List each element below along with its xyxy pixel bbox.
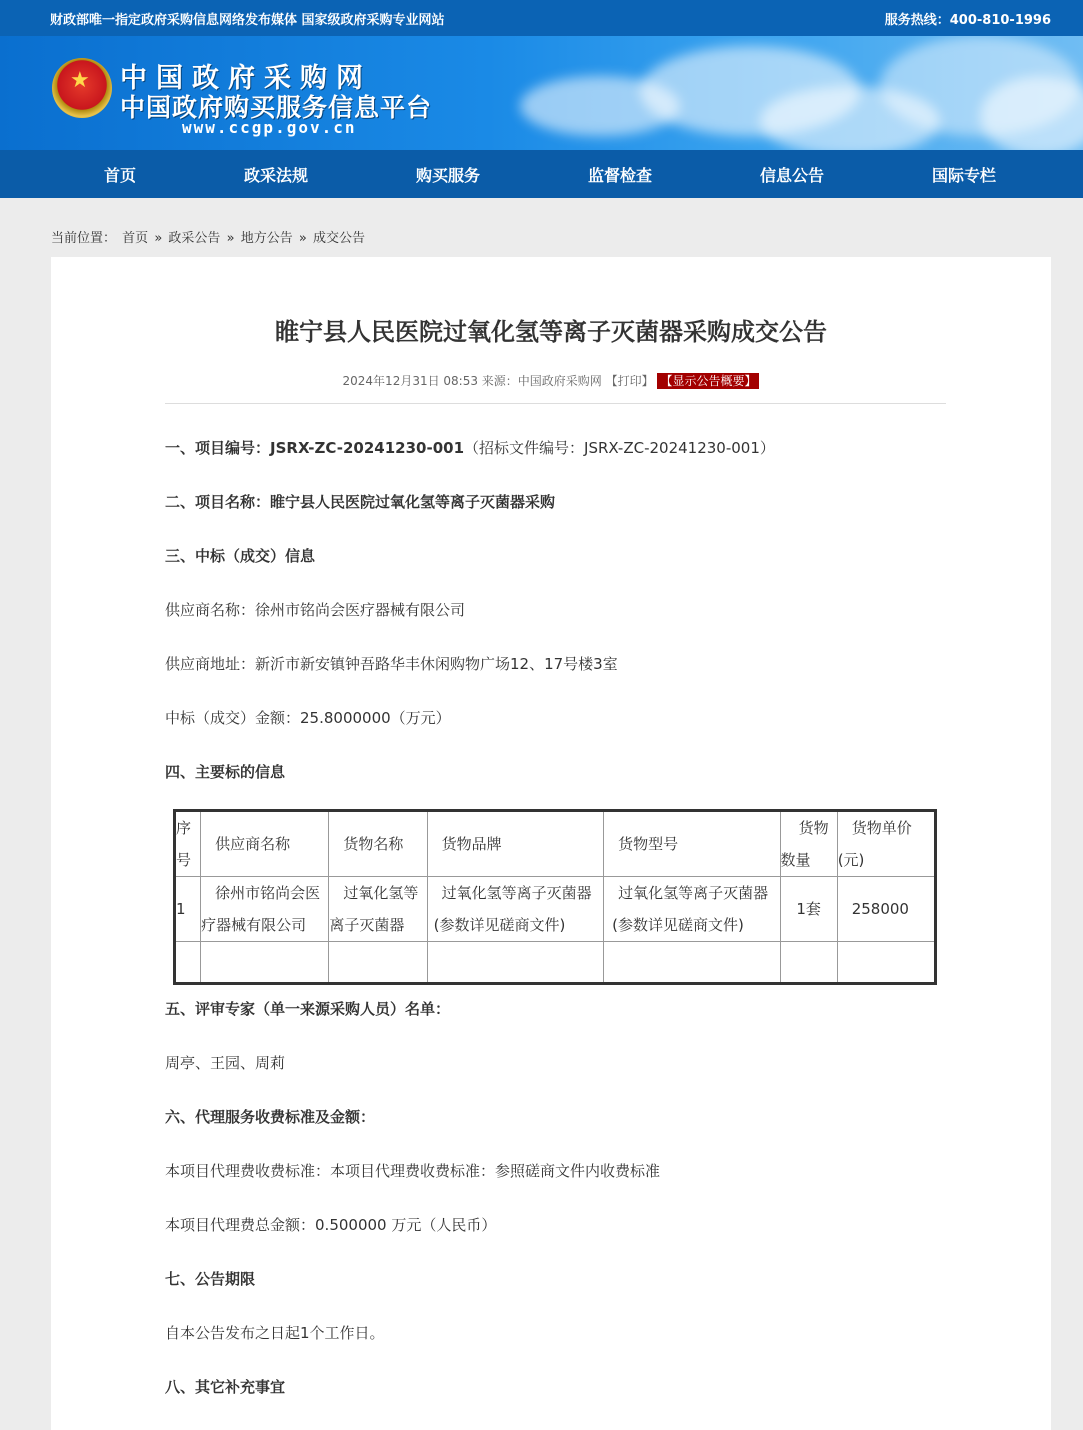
th-text: 号 [176,851,192,869]
section-main-items: 四、主要标的信息 [165,763,286,781]
td-text: 疗器械有限公司 [201,916,307,934]
experts-list: 周亭、王园、周莉 [165,1054,286,1072]
td-text: 徐州市铭尚会医 [215,884,321,902]
nav-international[interactable]: 国际专栏 [932,166,997,185]
th-model: 货物型号 [604,811,780,877]
period-text: 自本公告发布之日起1个工作日。 [165,1324,385,1342]
section-agency-fee: 六、代理服务收费标准及金额： [165,1108,376,1126]
th-supplier: 供应商名称 [201,811,329,877]
award-amount: 中标（成交）金额：25.8000000（万元） [165,709,451,727]
section-project-name: 二、项目名称：睢宁县人民医院过氧化氢等离子灭菌器采购 [165,493,556,511]
nav-announcements[interactable]: 信息公告 [760,166,825,185]
project-code-label: 一、项目编号： [165,439,271,457]
nav-supervision[interactable]: 监督检查 [588,166,653,185]
td-supplier [201,877,329,942]
td-text: (参数详见磋商文件) [612,916,744,934]
breadcrumb-procurement[interactable]: 政采公告 [168,231,221,246]
td-qty: 1套 [780,877,837,942]
breadcrumb-sep: » [298,231,307,246]
national-emblem-icon: ★ [52,58,112,118]
breadcrumb-local[interactable]: 地方公告 [240,231,293,246]
summary-toggle-button[interactable]: 【显示公告概要】 [657,373,759,389]
logo-url[interactable]: www.ccgp.gov.cn [182,118,357,137]
td-empty [201,942,329,984]
td-empty [427,942,603,984]
breadcrumb-deal[interactable]: 成交公告 [312,231,365,246]
td-text: 离子灭菌器 [329,916,405,934]
hotline-number: 400-810-1996 [949,12,1051,28]
td-text: (参数详见磋商文件) [433,916,566,934]
table-row [175,877,936,942]
td-brand [427,877,603,942]
th-text: 数量 [780,851,811,869]
section-period: 七、公告期限 [165,1270,256,1288]
th-qty [780,811,837,877]
breadcrumb-home[interactable]: 首页 [122,231,149,246]
td-text: 过氧化氢等离子灭菌器 [441,884,592,902]
logo-title[interactable]: 中国政府采购网 [120,63,372,94]
article-title: 睢宁县人民医院过氧化氢等离子灭菌器采购成交公告 [275,318,827,346]
td-empty [604,942,780,984]
nav-purchase-services[interactable]: 购买服务 [416,166,481,185]
fee-total: 本项目代理费总金额：0.500000 万元（人民币） [165,1216,497,1234]
td-goods [329,877,427,942]
th-text: 序 [176,819,192,837]
logo-subtitle[interactable]: 中国政府购买服务信息平台 [120,93,433,122]
table-row-empty [175,942,936,984]
tender-doc-code: （招标文件编号：JSRX-ZC-20241230-001） [464,439,775,457]
divider [165,403,946,404]
table-header-row [175,811,936,877]
breadcrumb-label: 当前位置： [51,231,117,246]
td-empty [329,942,427,984]
th-text: 货物单价 [851,819,912,837]
nav-regulations[interactable]: 政采法规 [244,166,309,185]
breadcrumb [51,227,367,246]
section-award-info: 三、中标（成交）信息 [165,547,316,565]
breadcrumb-sep: » [154,231,163,246]
hotline-label: 服务热线： [884,12,950,28]
meta-text: 2024年12月31日 08:53 来源：中国政府采购网 【打印】 [342,374,654,388]
main-nav [0,150,1083,198]
th-goods: 货物名称 [329,811,427,877]
hotline [885,9,1051,28]
article-card [51,257,1051,1430]
items-table [173,809,937,985]
td-empty [780,942,837,984]
td-empty [175,942,201,984]
th-price [837,811,935,877]
section-other: 八、其它补充事宜 [165,1378,286,1396]
article-meta [51,372,1051,389]
nav-home[interactable]: 首页 [104,166,137,185]
supplier-address: 供应商地址：新沂市新安镇钟吾路华丰休闲购物广场12、17号楼3室 [165,655,618,673]
fee-standard: 本项目代理费收费标准：本项目代理费收费标准：参照磋商文件内收费标准 [165,1162,661,1180]
th-text: (元) [837,851,865,869]
top-info-bar [0,0,1083,36]
td-model [604,877,780,942]
project-code: JSRX-ZC-20241230-001 [270,439,465,457]
td-no: 1 [175,877,201,942]
td-empty [837,942,935,984]
section-experts: 五、评审专家（单一来源采购人员）名单： [165,1000,451,1018]
supplier-name: 供应商名称：徐州市铭尚会医疗器械有限公司 [165,601,466,619]
section-project-code [165,437,775,458]
td-text: 过氧化氢等 [343,884,419,902]
td-price: 258000 [837,877,935,942]
breadcrumb-sep: » [226,231,235,246]
top-info-text: 财政部唯一指定政府采购信息网络发布媒体 国家级政府采购专业网站 [50,12,445,28]
th-text: 货物 [798,819,829,837]
site-banner [0,36,1083,150]
th-no [175,811,201,877]
th-brand: 货物品牌 [427,811,603,877]
td-text: 过氧化氢等离子灭菌器 [618,884,769,902]
